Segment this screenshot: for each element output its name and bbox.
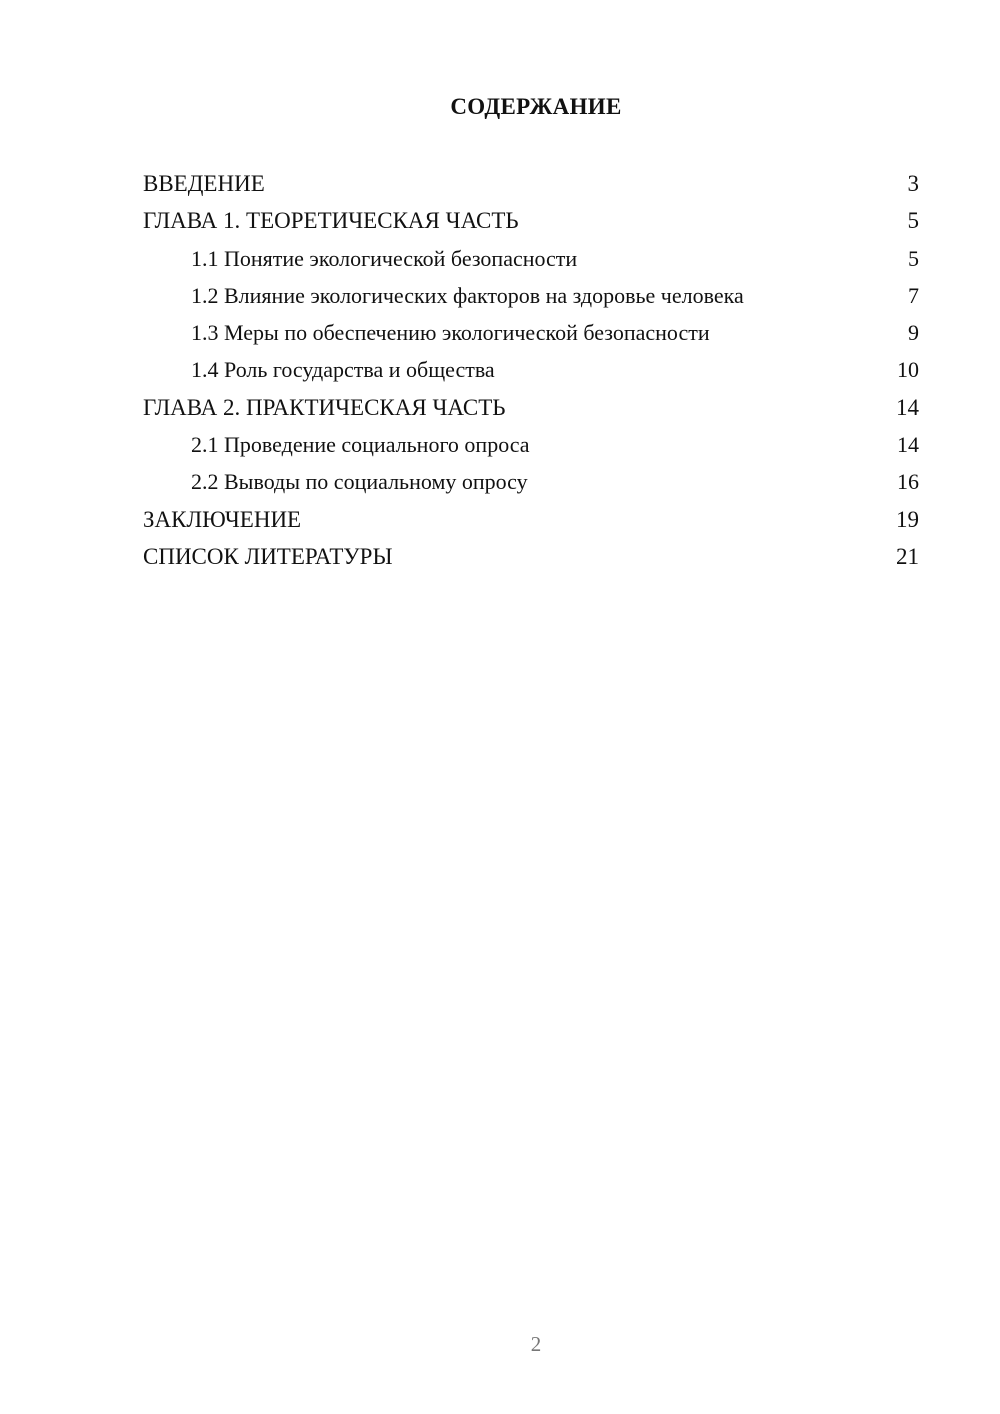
toc-entry-label: СПИСОК ЛИТЕРАТУРЫ [143, 543, 393, 569]
toc-entry-section-1-2[interactable] [143, 277, 919, 314]
toc-entry-page: 14 [897, 432, 919, 458]
toc-entry-label: ГЛАВА 2. ПРАКТИЧЕСКАЯ ЧАСТЬ [143, 394, 506, 420]
toc-entry-page: 9 [908, 320, 919, 346]
toc-entry-page: 16 [897, 469, 919, 495]
toc-entry-page: 3 [907, 171, 919, 196]
toc-entry-section-2-1[interactable] [143, 426, 919, 463]
toc-entry-page: 21 [896, 543, 919, 569]
table-of-contents [143, 165, 919, 575]
toc-entry-label: 2.1 Проведение социального опроса [191, 432, 530, 458]
toc-entry-label: 1.2 Влияние экологических факторов на здоровье человека [191, 282, 744, 308]
toc-entry-label: 1.4 Роль государства и общества [191, 357, 495, 383]
toc-entry-page: 10 [897, 357, 919, 383]
toc-entry-label: ГЛАВА 1. ТЕОРЕТИЧЕСКАЯ ЧАСТЬ [143, 208, 519, 234]
toc-entry-section-1-3[interactable] [143, 314, 919, 351]
toc-entry-page: 5 [908, 245, 919, 271]
toc-entry-chapter-2[interactable] [143, 389, 919, 426]
toc-entry-page: 7 [908, 282, 919, 308]
toc-entry-section-1-4[interactable] [143, 351, 919, 388]
toc-entry-label: 1.3 Меры по обеспечению экологической безопасности [191, 320, 710, 346]
toc-entry-label: 1.1 Понятие экологической безопасности [191, 245, 578, 271]
toc-entry-conclusion[interactable] [143, 501, 919, 538]
toc-entry-label: 2.2 Выводы по социальному опросу [191, 469, 528, 495]
toc-entry-label: ЗАКЛЮЧЕНИЕ [143, 506, 302, 532]
toc-entry-page: 19 [896, 506, 919, 532]
toc-entry-page: 14 [896, 394, 919, 420]
toc-entry-label: ВВЕДЕНИЕ [143, 171, 265, 196]
toc-entry-chapter-1[interactable] [143, 202, 919, 239]
page-title: СОДЕРЖАНИЕ [450, 94, 622, 119]
toc-entry-introduction[interactable] [143, 165, 919, 202]
toc-entry-page: 5 [907, 208, 919, 234]
toc-entry-bibliography[interactable] [143, 538, 919, 575]
toc-entry-section-1-1[interactable] [143, 240, 919, 277]
page-number: 2 [530, 1332, 542, 1356]
toc-entry-section-2-2[interactable] [143, 463, 919, 500]
